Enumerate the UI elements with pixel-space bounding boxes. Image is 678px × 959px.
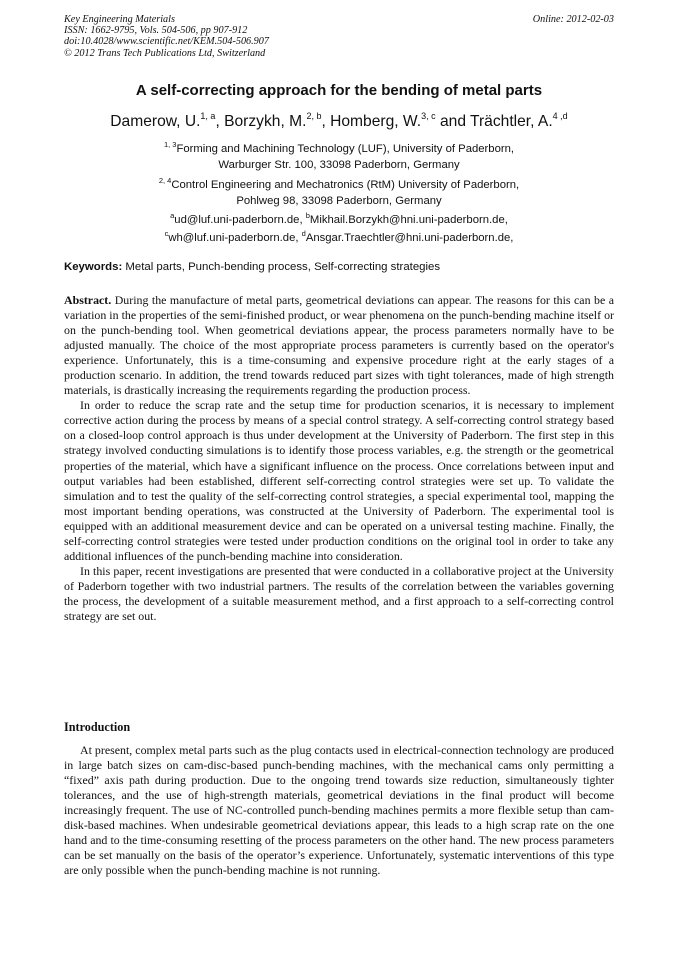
abstract-text: During the manufacture of metal parts, geometrical deviations can appear. The reasons for this can be a variation in the properties of the semi-finished product, or wear phenomena on the punch-bending machine itself or on the punch-bending tool. When geometrical deviations appear, the process parameters normally have to be adjusted manually. The choice of the most appropriate process parameters is currently based on the operator's experience. Unfortunately, this is a time-consuming and expensive procedure right at the early stages of a production scenario. In addition, the trend towards reduced part sizes with tight tolerances, made of high strength materials, is drastically increasing the requirements regarding the production process.: [64, 293, 614, 398]
email-marker: c: [164, 229, 169, 239]
email-link[interactable]: ud@luf.uni-paderborn.de,: [174, 214, 306, 226]
author-marker: 2, b: [306, 111, 322, 121]
online-date: Online: 2012-02-03: [532, 14, 614, 25]
affiliation-marker: 2, 4: [158, 176, 172, 185]
keywords-line: [64, 261, 614, 273]
affiliation-line: Forming and Machining Technology (LUF), University of Paderborn,: [176, 143, 515, 155]
author-marker: 3, c: [421, 111, 436, 121]
affiliation-marker: 1, 3: [163, 140, 177, 149]
email-marker: d: [301, 229, 306, 239]
keywords-text: Metal parts, Punch-bending process, Self-correcting strategies: [122, 261, 441, 273]
affiliation-line: Control Engineering and Mechatronics (RtM) University of Paderborn,: [171, 179, 520, 191]
author-marker: 4 ,d: [552, 111, 568, 121]
section-heading-introduction: Introduction: [64, 720, 131, 734]
journal-header: [64, 14, 269, 59]
abstract-paragraph: [64, 293, 614, 398]
author-marker: 1, a: [200, 111, 216, 121]
author-separator: ,: [321, 113, 331, 130]
abstract-paragraph: In order to reduce the scrap rate and the setup time for production scenarios, it is necessary to implement corrective action during the process by means of a special control strategy. A self-correcting control strategy based on a closed-loop control approach is thus under development at the University of Paderborn. The first step in this strategy involved conducting simulations is to identify those process variables, e.g. the strength or the geometrical properties of the material, which have a significant influence on the process. Once correlations between input and output variables had been established, different self-correcting control strategies were set up. To validate the simulation and to test the quality of the self-correcting control strategies, a special experimental tool, mapping the most important bending operations, was constructed at the University of Paderborn. The experimental tool is equipped with an additional measurement device and can be operated on a universal testing machine. Finally, the self-correcting control strategies were tested under production conditions on the original tool in order to take any additional influences of the punch-bending machine into consideration.: [64, 398, 614, 563]
doi-line: doi:10.4028/www.scientific.net/KEM.504-506.907: [64, 36, 269, 48]
affiliation-1: [0, 137, 678, 173]
author-name: Borzykh, M.: [224, 113, 307, 130]
journal-name: Key Engineering Materials: [64, 14, 175, 25]
abstract-label: Abstract.: [64, 293, 112, 307]
author-list: [0, 111, 678, 131]
author-separator: and: [435, 113, 471, 130]
introduction-section: [64, 743, 614, 878]
introduction-paragraph: At present, complex metal parts such as the plug contacts used in electrical-connection technology are produced in large batch sizes on cam-disc-based punch-bending machines, with the mechanical cams only permitting a “fixed” axis path during production. Due to the ongoing trend towards size reduction, simultaneously tighter tolerances, and the use of high-strength materials, geometrical deviations in the final product will become increasingly frequent. The use of NC-controlled punch-bending machines permits a more flexible setup than cam-disk-based machines. When undesirable geometrical deviations appear, this leads to a high scrap rate on the one hand and to the time-consuming resetting of the process parameters on the other hand. The new process parameters can be set manually on the basis of the operator’s experience. Unfortunately, systematic interventions of this type are only possible when the punch-bending machine is not running.: [64, 743, 614, 878]
keywords-label: Keywords:: [64, 261, 123, 273]
affiliation-2: [0, 173, 678, 209]
author-separator: ,: [215, 113, 225, 130]
email-link[interactable]: wh@luf.uni-paderborn.de,: [168, 232, 302, 245]
paper-title: A self-correcting approach for the bending of metal parts: [135, 82, 543, 99]
email-marker: b: [305, 211, 310, 220]
author-name: Trächtler, A.: [470, 113, 553, 130]
issn-line: ISSN: 1662-9795, Vols. 504-506, pp 907-912: [64, 25, 248, 37]
email-marker: a: [170, 211, 175, 220]
abstract-section: [64, 293, 614, 624]
abstract-paragraph: In this paper, recent investigations are presented that were conducted in a collaborative project at the University of Paderborn together with two industrial partners. The results of the correlation between the variables governing the process, the development of a suitable measurement method, and a first approach to a self-correcting control strategy are set out.: [64, 563, 614, 623]
email-link[interactable]: Ansgar.Traechtler@hni.uni-paderborn.de,: [305, 232, 514, 245]
email-link[interactable]: Mikhail.Borzykh@hni.uni-paderborn.de,: [309, 214, 508, 226]
author-name: Damerow, U.: [110, 113, 201, 130]
affiliation-line: Pohlweg 98, 33098 Paderborn, Germany: [236, 194, 442, 207]
copyright-line: © 2012 Trans Tech Publications Ltd, Switzerland: [64, 47, 266, 59]
affiliation-line: Warburger Str. 100, 33098 Paderborn, Germany: [218, 158, 460, 171]
author-name: Homberg, W.: [330, 113, 422, 130]
email-block: [0, 209, 678, 246]
